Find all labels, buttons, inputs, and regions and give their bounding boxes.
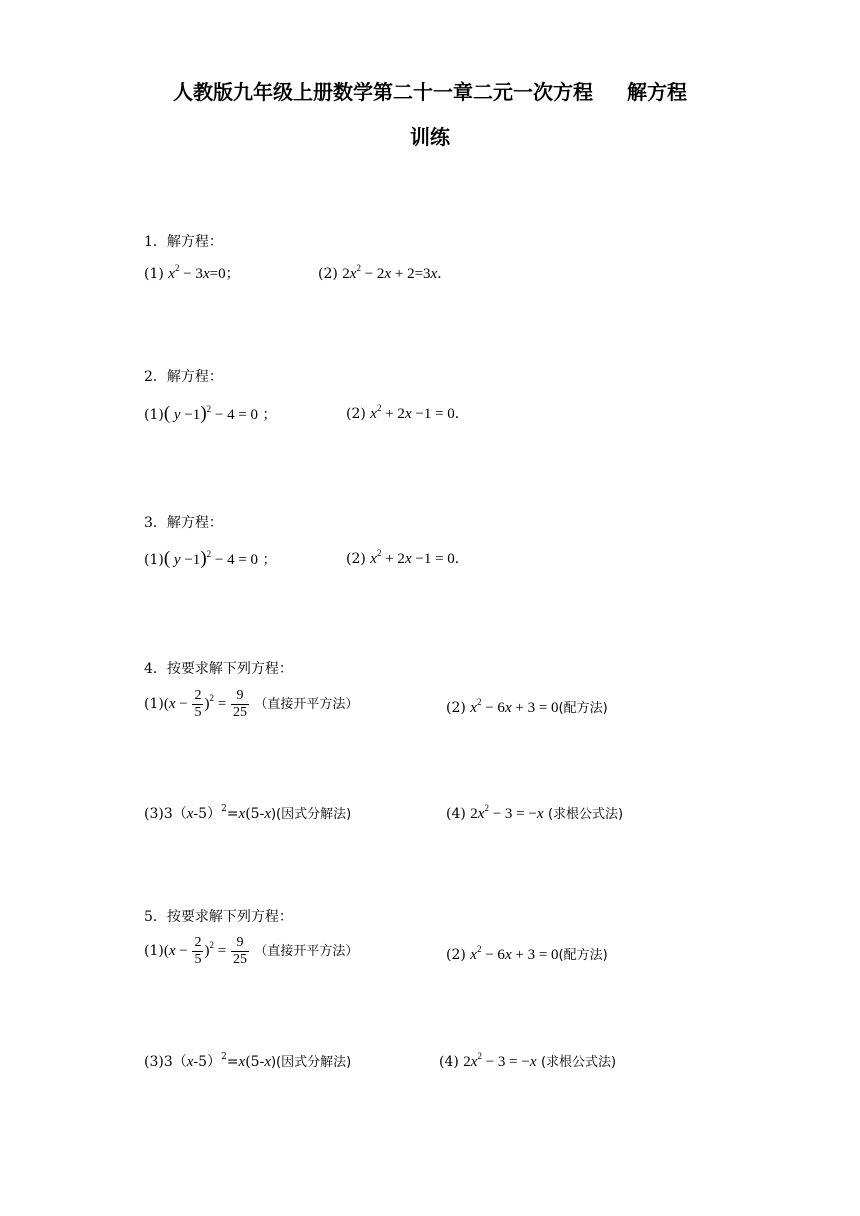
fraction: $\frac{9}{25}$ (232, 935, 247, 967)
part-label: (3)3（ (144, 806, 187, 822)
question-1-part-2 (318, 264, 451, 284)
question-2-part-1 (144, 404, 277, 425)
method-note: （直接开平方法） (254, 696, 359, 712)
part-label: (1) (144, 407, 164, 423)
question-4-part-1 (144, 688, 358, 721)
equation: $2x^2 - 2x + 2=3x$ (342, 263, 438, 282)
question-5-part-3: $(3)3(x-5)^2=x(5-x)$(因式分解法) (144, 1052, 352, 1070)
part-end: ； (225, 266, 240, 282)
method-note: (求根公式法) (540, 1055, 617, 1070)
question-3-heading: 3．解方程： (144, 515, 223, 531)
question-5-part-2 (446, 945, 608, 966)
question-4-part-4 (446, 804, 623, 825)
part-label: (1) (144, 942, 164, 959)
question-4-heading: 4．按要求解下列方程： (144, 661, 293, 677)
fraction: $\frac{2}{5}$ (194, 688, 202, 720)
equation: $2x^2 - 3 = -x$ (470, 803, 544, 822)
part-label: (1) (144, 695, 164, 712)
fraction: $\frac{9}{25}$ (232, 688, 247, 720)
equation: $x^2 + 2x -1 = 0$ (370, 548, 455, 567)
method-note: (配方法) (558, 701, 608, 716)
fraction: $\frac{2}{5}$ (194, 935, 202, 967)
equation: $x^2 - 3x=0$ (168, 263, 226, 282)
part-end: ； (262, 407, 277, 423)
part-label: (2) (446, 700, 466, 716)
part-end: ； (262, 552, 277, 568)
equation: $x^2 - 6x + 3 = 0$ (470, 697, 559, 716)
part-label: (1) (144, 266, 164, 282)
question-3-part-2 (346, 549, 469, 569)
part-end: ． (437, 266, 452, 282)
question-3-part-1 (144, 549, 277, 570)
method-note: （直接开平方法） (254, 943, 359, 959)
equation: ( y −1)$^2$ − 4 = 0 (163, 403, 259, 424)
question-1-heading: 1．解方程： (144, 234, 223, 250)
part-end: ． (454, 551, 469, 567)
question-2-heading: 2．解方程： (144, 369, 223, 385)
question-5-part-4 (439, 1052, 616, 1073)
method-note: )(因式分解法) (270, 1055, 352, 1070)
method-note: (配方法) (558, 948, 608, 963)
title-suffix: 解方程 (627, 80, 687, 104)
equation: (x − $\frac{2}{5}$ )$^2$ = $\frac{9}{25}$ (163, 688, 247, 720)
part-label: (2) (346, 406, 366, 422)
equation: ( y −1)$^2$ − 4 = 0 (163, 548, 259, 569)
part-label: (4) (439, 1054, 459, 1070)
question-5-part-1 (144, 935, 358, 968)
part-label: (2) (318, 266, 338, 282)
page-title (0, 76, 860, 105)
method-note: )(因式分解法) (270, 807, 352, 822)
part-label: (2) (346, 551, 366, 567)
equation: (x − $\frac{2}{5}$ )$^2$ = $\frac{9}{25}$ (163, 935, 247, 967)
part-label: (3)3（ (144, 1054, 187, 1070)
equation: $2x^2 - 3 = -x$ (463, 1051, 537, 1070)
part-end: ． (454, 406, 469, 422)
question-2-part-2 (346, 404, 469, 424)
question-4-part-2 (446, 698, 608, 719)
equation: $x^2 - 6x + 3 = 0$ (470, 944, 559, 963)
question-4-part-3: $(3)3(x-5)^2=x(5-x)$(因式分解法) (144, 804, 352, 822)
method-note: (求根公式法) (547, 807, 624, 822)
question-5-heading: 5．按要求解下列方程： (144, 909, 293, 925)
title-main: 人教版九年级上册数学第二十一章二元一次方程 (173, 80, 593, 104)
equation: $x^2 + 2x -1 = 0$ (370, 403, 455, 422)
part-label: (2) (446, 947, 466, 963)
part-label: (1) (144, 552, 164, 568)
question-1-part-1 (144, 264, 240, 284)
part-label: (4) (446, 806, 466, 822)
page-subtitle: 训练 (410, 125, 450, 149)
